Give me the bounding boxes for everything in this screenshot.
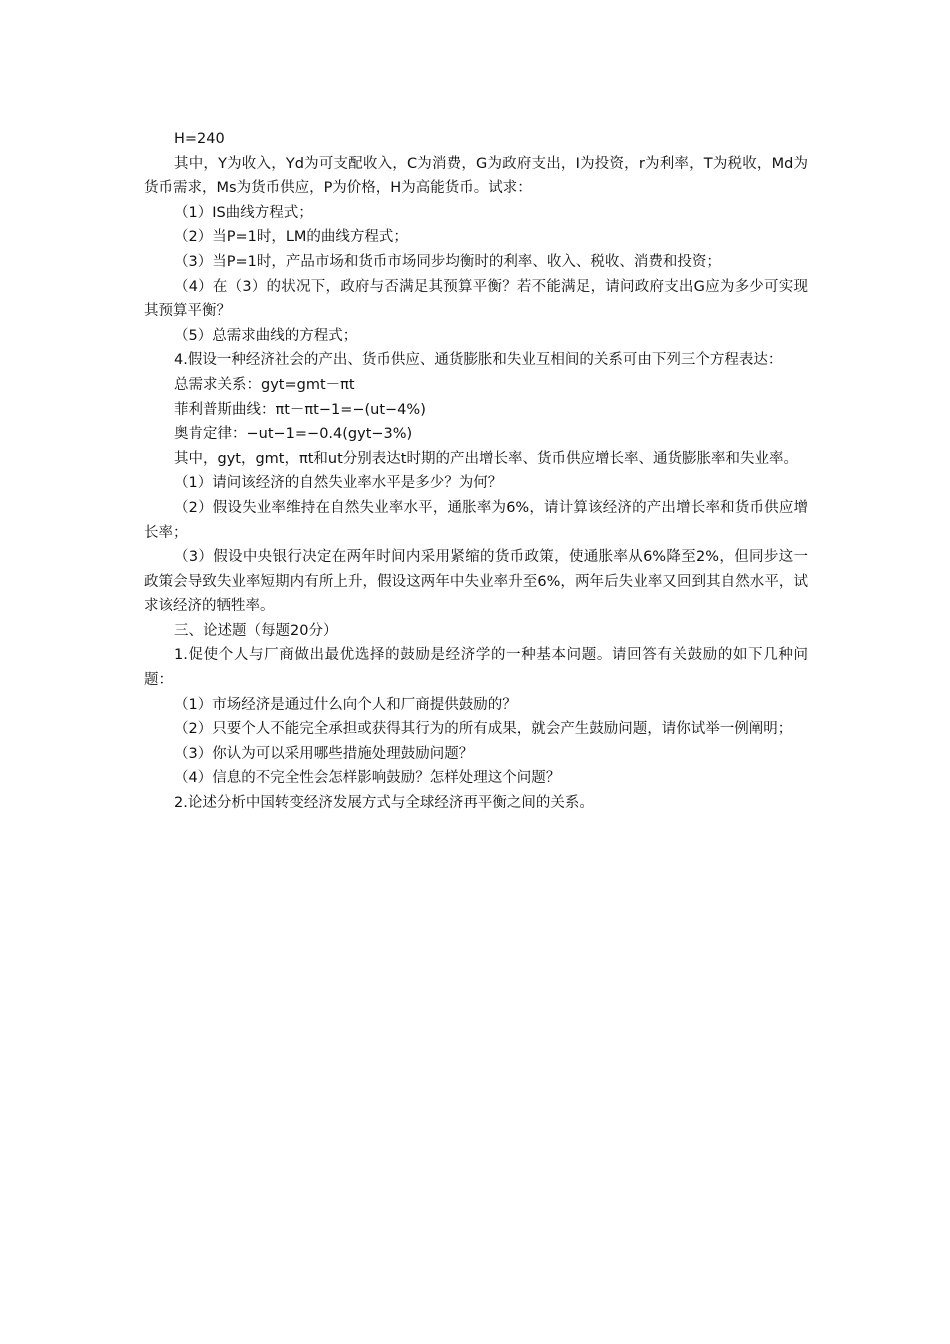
- paragraph-line: 其中，Y为收入，Yd为可支配收入，C为消费，G为政府支出，I为投资，r为利率，T为税收，Md为货币需求，Ms为货币供应，P为价格，H为高能货币。试求：: [144, 155, 808, 197]
- paragraph-line: （4）信息的不完全性会怎样影响鼓励？怎样处理这个问题？: [174, 770, 561, 787]
- paragraph-line: （5）总需求曲线的方程式；: [174, 327, 358, 344]
- paragraph-line: 4.假设一种经济社会的产出、货币供应、通货膨胀和失业互相间的关系可由下列三个方程表达：: [174, 352, 783, 369]
- paragraph-line: （3）假设中央银行决定在两年时间内采用紧缩的货币政策，使通胀率从6%降至2%，但同步这一政策会导致失业率短期内有所上升，假设这两年中失业率升至6%，两年后失业率又回到其自然水平，试求该经济的牺牲率。: [144, 549, 808, 615]
- paragraph-line: （1）市场经济是通过什么向个人和厂商提供鼓励的？: [174, 696, 517, 713]
- paragraph-line: （1）请问该经济的自然失业率水平是多少？为何？: [174, 475, 503, 492]
- paragraph-line: 2.论述分析中国转变经济发展方式与全球经济再平衡之间的关系。: [174, 795, 594, 812]
- paragraph-line: 三、论述题（每题20分）: [174, 622, 338, 639]
- paragraph-line: （2）假设失业率维持在自然失业率水平，通胀率为6%，请计算该经济的产出增长率和货币供应增长率；: [144, 499, 808, 541]
- paragraph-line: 1.促使个人与厂商做出最优选择的鼓励是经济学的一种基本问题。请回答有关鼓励的如下几种问题：: [144, 647, 808, 689]
- paragraph-line: H=240: [174, 131, 225, 147]
- paragraph-line: 菲利普斯曲线：πt－πt−1=−(ut−4%): [174, 401, 426, 418]
- document-body: [144, 127, 808, 816]
- paragraph-line: （4）在（3）的状况下，政府与否满足其预算平衡？若不能满足，请问政府支出G应为多少可实现其预算平衡？: [144, 278, 808, 320]
- paragraph-line: 总需求关系：gyt=gmt－πt: [174, 376, 355, 393]
- paragraph-line: （3）当P=1时，产品市场和货币市场同步均衡时的利率、收入、税收、消费和投资；: [174, 253, 721, 270]
- paragraph-line: （2）只要个人不能完全承担或获得其行为的所有成果，就会产生鼓励问题，请你试举一例阐明；: [174, 721, 793, 738]
- paragraph-line: （3）你认为可以采用哪些措施处理鼓励问题？: [174, 745, 474, 762]
- paragraph-line: 其中，gyt，gmt，πt和ut分别表达t时期的产出增长率、货币供应增长率、通货膨胀率和失业率。: [174, 450, 798, 467]
- paragraph-line: （2）当P=1时，LM的曲线方程式；: [174, 229, 408, 246]
- paragraph-line: （1）IS曲线方程式；: [174, 204, 313, 221]
- paragraph-line: 奥肯定律：−ut−1=−0.4(gyt−3%): [174, 426, 413, 443]
